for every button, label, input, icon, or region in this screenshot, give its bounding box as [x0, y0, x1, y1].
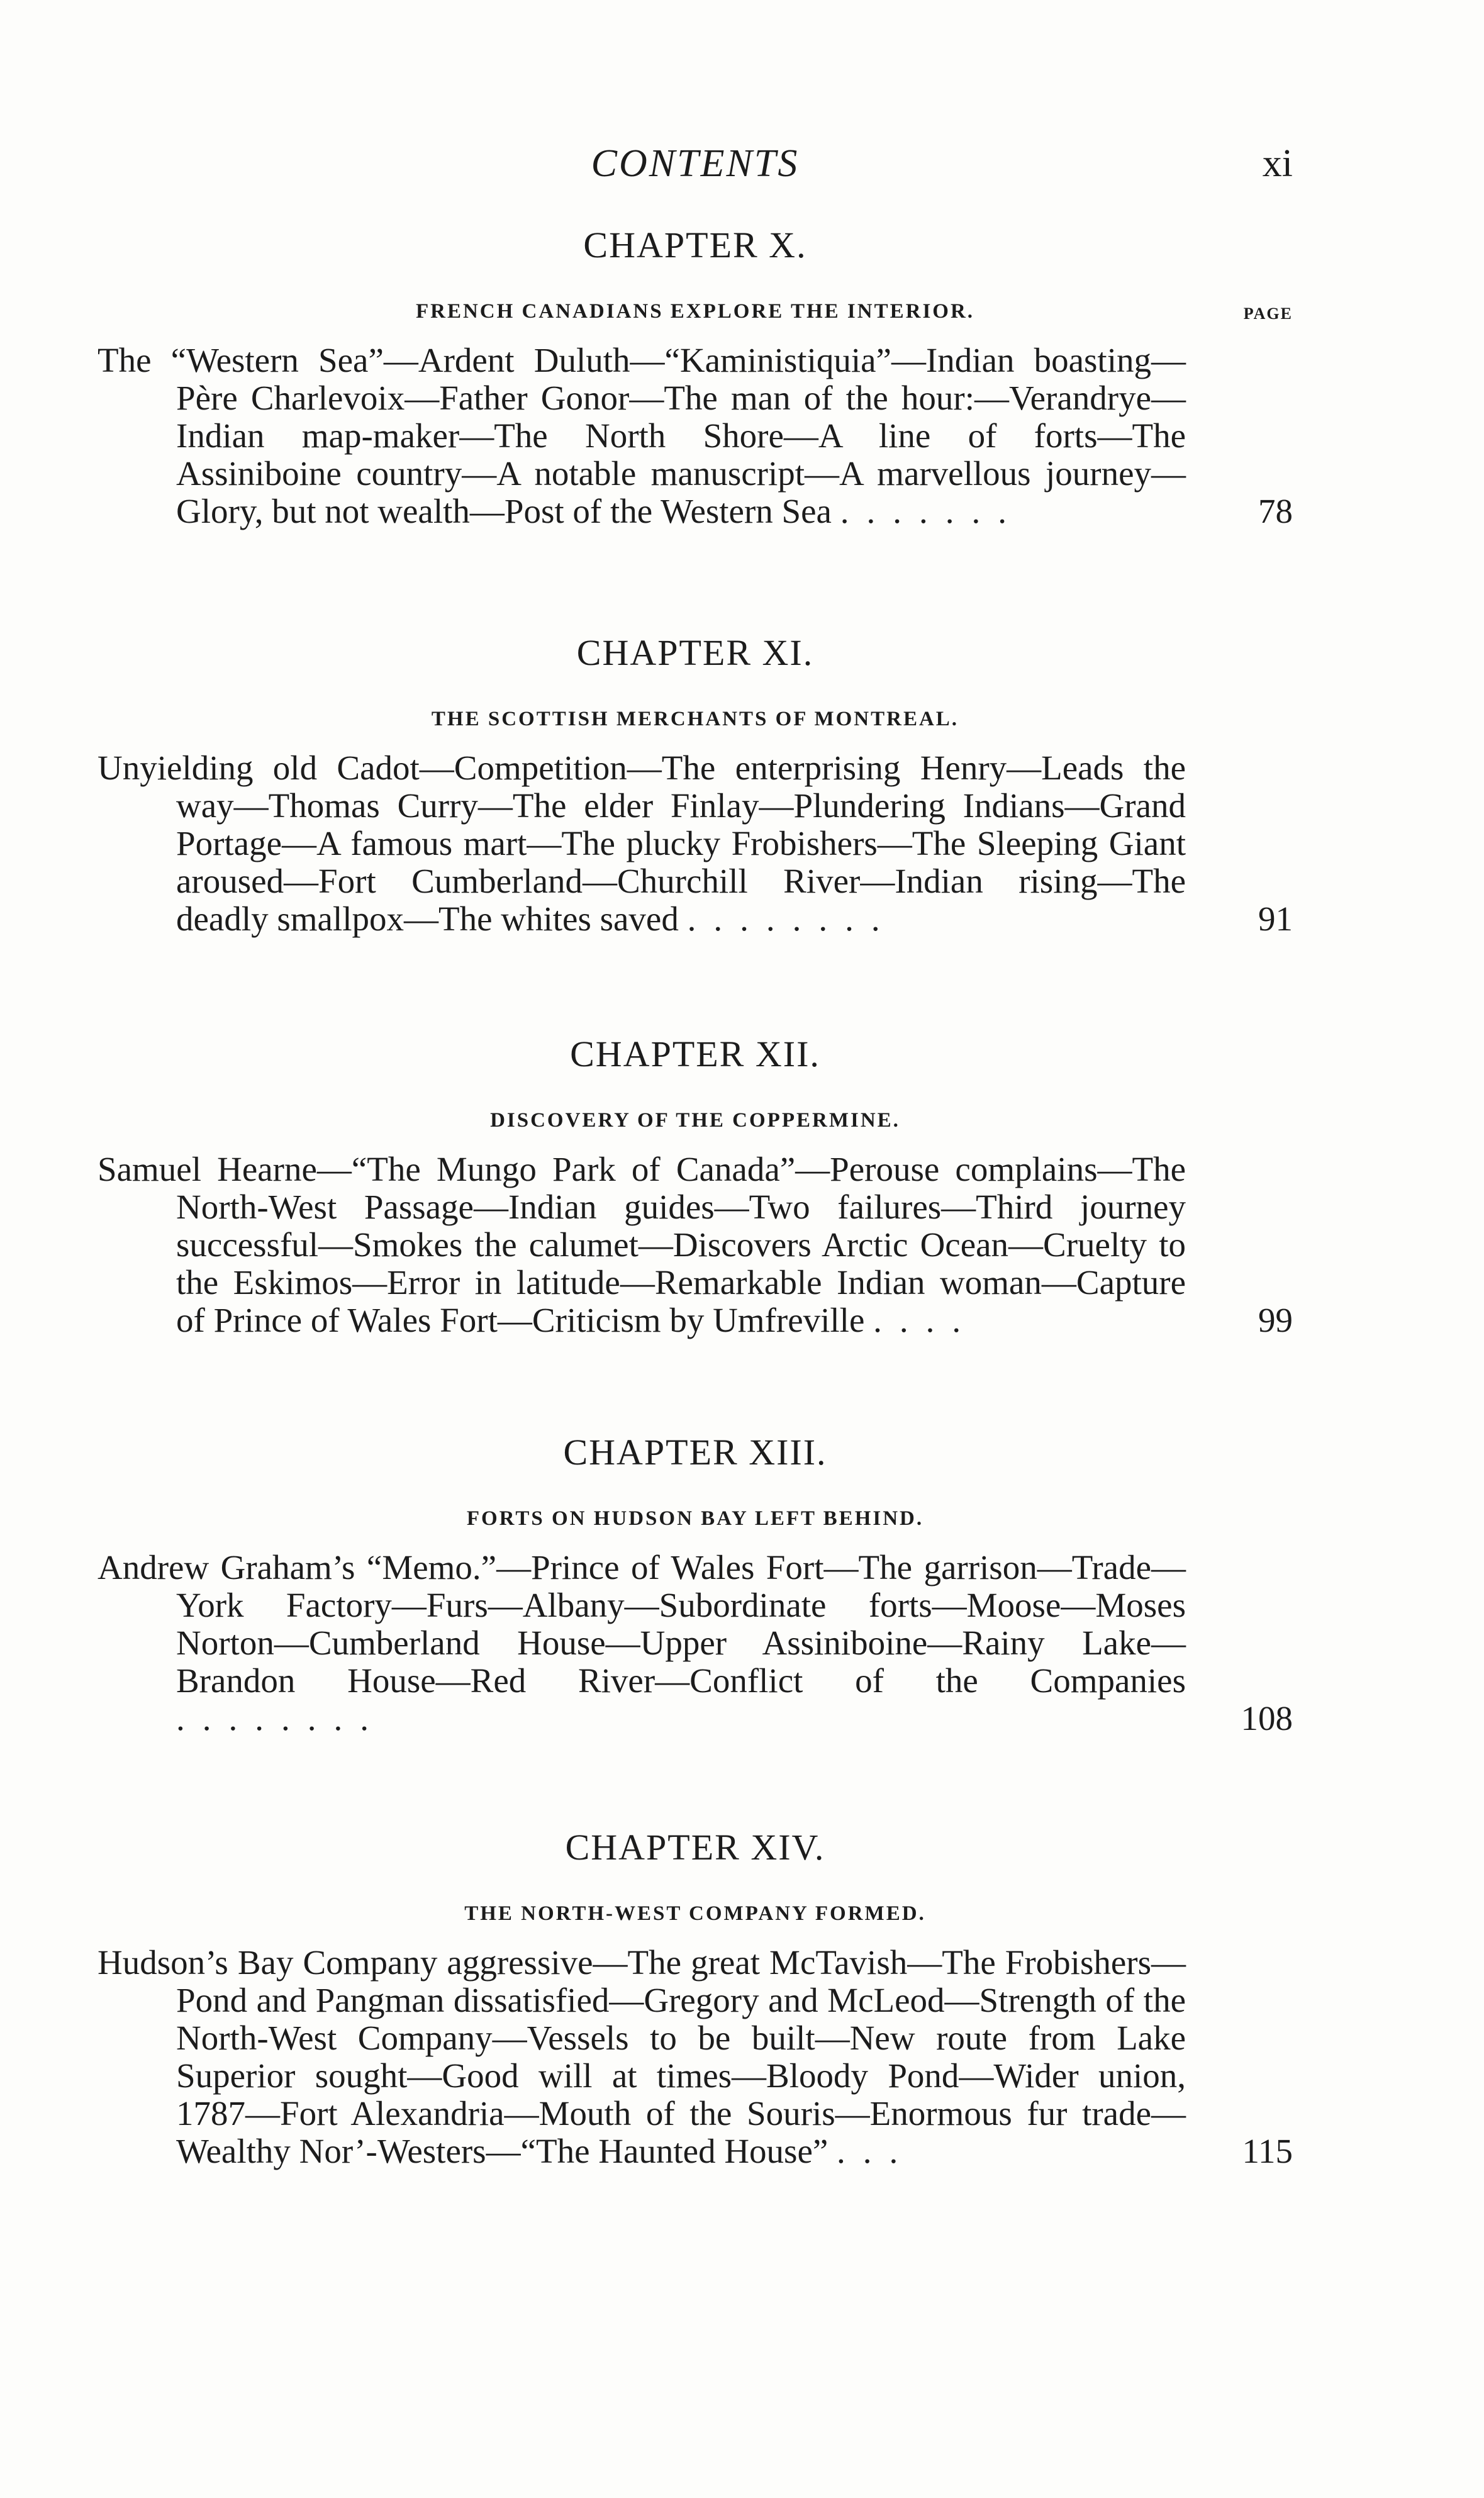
chapter-heading: CHAPTER XIV. — [565, 1827, 825, 1868]
chapter-entry — [98, 1032, 1293, 1339]
dot-leader: ........ — [687, 900, 898, 938]
chapter-subtitle-text: FORTS ON HUDSON BAY LEFT BEHIND. — [466, 1507, 924, 1530]
chapter-page-number: 115 — [1242, 2132, 1293, 2170]
dot-leader: ........ — [176, 1699, 386, 1737]
chapter-subtitle-text: THE SCOTTISH MERCHANTS OF MONTREAL. — [431, 708, 959, 730]
page-column-label: PAGE — [1243, 304, 1293, 323]
chapter-heading: CHAPTER X. — [583, 225, 807, 265]
chapter-entry — [98, 223, 1293, 530]
chapter-summary — [98, 342, 1293, 530]
chapter-entry — [98, 1430, 1293, 1737]
dot-leader: .... — [873, 1301, 979, 1339]
chapter-subtitle-text: DISCOVERY OF THE COPPERMINE. — [490, 1109, 900, 1132]
chapter-heading: CHAPTER XIII. — [563, 1432, 827, 1473]
chapter-summary-text: Unyielding old Cadot—Competition—The enterprising Henry—Leads the way—Thomas Curry—The elder Finlay—Plundering Indians—Grand Portage—A famous mart—The plucky Frobishers—The Sleeping Giant aroused—Fort Cumberland—Churchill River—Indian rising—The deadly smallpox—The whites saved — [98, 749, 1186, 938]
chapter-summary-text: Hudson’s Bay Company aggressive—The great McTavish—The Frobishers—Pond and Pangman dissatisfied—Gregory and McLeod—Strength of the North-West Company—Vessels to be built—New route from Lake Superior sought—Good will at times—Bloody Pond—Wider union, 1787—Fort Alexandria—Mouth of the Souris—Enormous fur trade—Wealthy Nor’-Westers—“The Haunted House” — [98, 1943, 1186, 2170]
chapter-subtitle — [98, 1500, 1293, 1537]
dot-leader: ....... — [840, 492, 1024, 530]
chapter-summary-text: Andrew Graham’s “Memo.”—Prince of Wales Fort—The garrison—Trade—York Factory—Furs—Albany—Subordinate forts—Moose—Moses Norton—Cumberland House—Upper Assiniboine—Rainy Lake—Brandon House—Red River—Conflict of the Companies — [98, 1548, 1186, 1700]
chapter-summary — [98, 1944, 1293, 2170]
chapter-page-number: 99 — [1258, 1301, 1293, 1339]
chapter-heading: CHAPTER XI. — [576, 632, 814, 673]
chapter-subtitle — [98, 700, 1293, 738]
chapter-subtitle — [98, 1101, 1293, 1139]
contents-page — [98, 142, 1293, 2170]
chapter-entry — [98, 1826, 1293, 2170]
chapter-page-number: 78 — [1258, 492, 1293, 530]
dot-leader: ... — [837, 2132, 916, 2170]
chapter-subtitle — [98, 293, 1293, 330]
chapter-subtitle — [98, 1895, 1293, 1932]
chapter-summary-text: Samuel Hearne—“The Mungo Park of Canada”—Perouse complains—The North-West Passage—Indian guides—Two failures—Third journey successful—Smokes the calumet—Discovers Arctic Ocean—Cruelty to the Eskimos—Error in latitude—Remarkable Indian woman—Capture of Prince of Wales Fort—Criticism by Umfreville — [98, 1150, 1186, 1339]
chapter-page-number: 91 — [1258, 900, 1293, 938]
chapter-subtitle-text: THE NORTH-WEST COMPANY FORMED. — [464, 1902, 926, 1925]
page-title: CONTENTS — [591, 142, 800, 185]
chapter-page-number: 108 — [1241, 1699, 1293, 1737]
chapter-summary — [98, 1549, 1293, 1737]
chapter-summary — [98, 749, 1293, 938]
chapter-heading: CHAPTER XII. — [570, 1034, 820, 1074]
chapter-summary — [98, 1151, 1293, 1339]
running-head — [98, 142, 1293, 198]
page-folio: xi — [1262, 142, 1293, 185]
chapter-subtitle-text: FRENCH CANADIANS EXPLORE THE INTERIOR. — [415, 300, 975, 323]
chapter-entry — [98, 631, 1293, 938]
chapter-summary-text: The “Western Sea”—Ardent Duluth—“Kaministiquia”—Indian boasting—Père Charlevoix—Father Gonor—The man of the hour:—Verandrye—Indian map-maker—The North Shore—A line of forts—The Assiniboine country—A notable manuscript—A marvellous journey—Glory, but not wealth—Post of the Western Sea — [98, 341, 1186, 530]
